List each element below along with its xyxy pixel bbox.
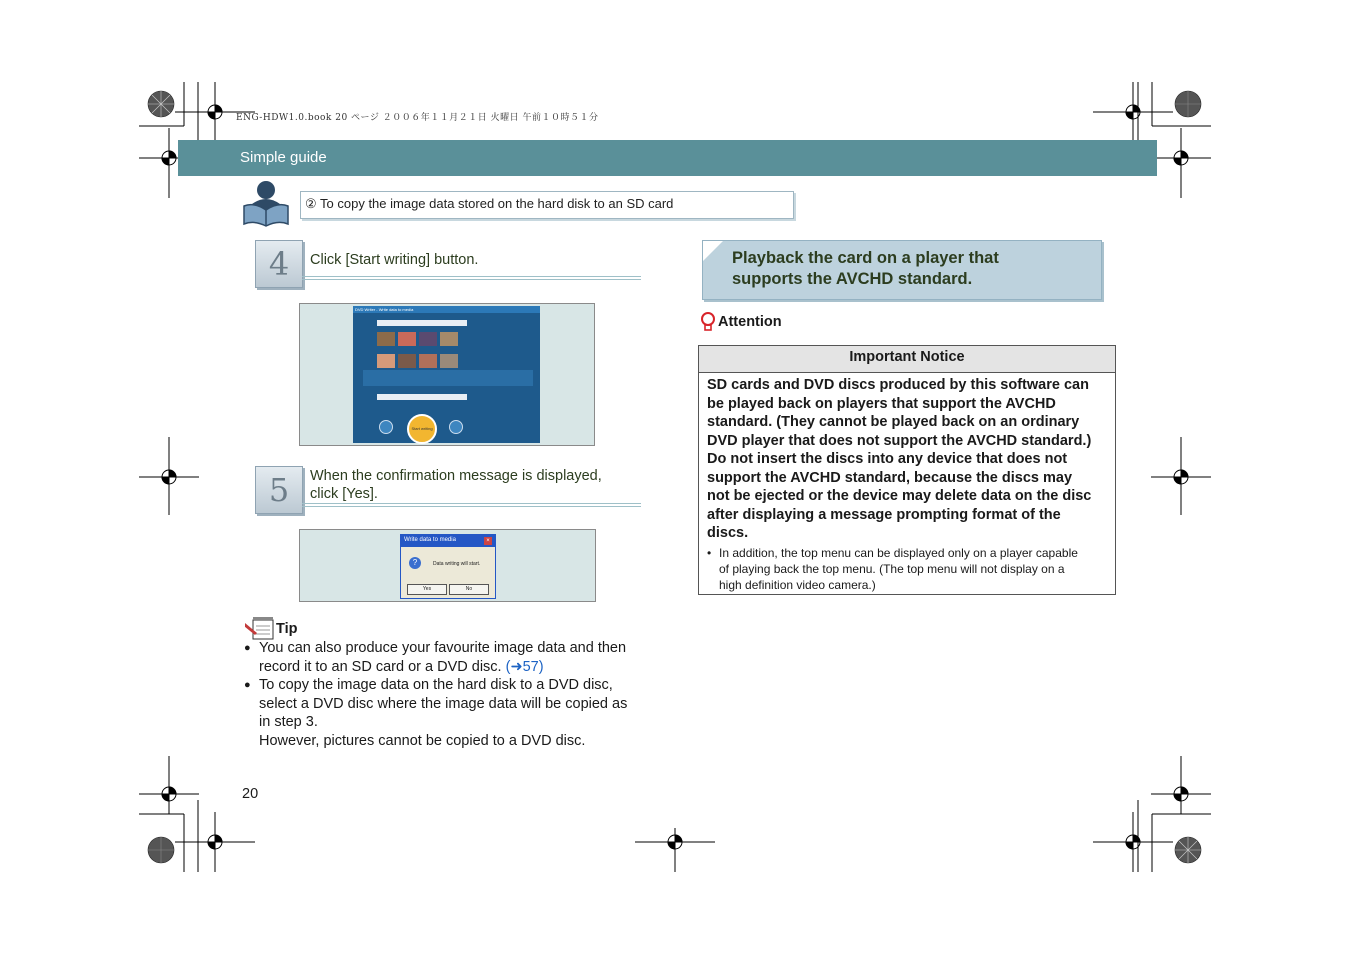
print-header: ENG-HDW1.0.book 20 ページ ２００６年１１月２１日 火曜日 午前１０時５１分: [236, 113, 599, 123]
tip-title: Tip: [276, 621, 298, 637]
lightbulb-icon: [700, 312, 716, 332]
step-5-number: 5: [255, 466, 303, 514]
confirm-titlebar: [401, 535, 495, 547]
tip-item-1-line1: ● You can also produce your favourite image data and then: [259, 640, 627, 656]
tip-item-1-line2-wrap: [259, 658, 654, 677]
info-strip: [363, 370, 533, 386]
notice-line: Do not insert the discs into any device that does not: [707, 451, 1068, 467]
confirm-window: [400, 534, 496, 599]
guide-label: ② To copy the image data stored on the hard disk to an SD card: [305, 196, 674, 211]
destination-select: [377, 394, 467, 400]
settings-icon: [449, 420, 463, 434]
tip-list: [244, 639, 654, 750]
notice-line: DVD player that does not support the AVCHD standard.): [707, 432, 1092, 449]
step-5-line1: When the confirmation message is displayed,: [310, 468, 602, 484]
notice-line: discs.: [707, 525, 749, 541]
notice-line: not be ejected or the device may delete data on the disc: [707, 488, 1092, 504]
notice-bullet-line: • In addition, the top menu can be displayed only on a player capable: [719, 545, 1078, 560]
start-writing-button[interactable]: Start writing: [407, 414, 437, 444]
notice-title: Important Notice: [699, 346, 1115, 373]
step-5-rule: [302, 503, 641, 507]
yes-button[interactable]: Yes: [407, 584, 447, 595]
step-5-text: [310, 467, 640, 503]
screenshot-confirm-dialog: [299, 529, 596, 602]
tip-item-2-line1: ● To copy the image data on the hard disk to a DVD disc,: [259, 677, 613, 693]
step-5-line2: click [Yes].: [310, 486, 378, 502]
tip-item-2-line4: However, pictures cannot be copied to a DVD disc.: [259, 732, 586, 749]
section-banner: [178, 140, 1157, 176]
reader-icon: [242, 180, 290, 228]
notice-body: [699, 373, 1115, 543]
page-57-link[interactable]: (➜57): [505, 658, 544, 675]
attention-title: Attention: [718, 314, 782, 330]
notice-line: be played back on players that support the AVCHD: [707, 395, 1056, 412]
playback-heading-line2: supports the AVCHD standard.: [732, 270, 973, 288]
question-icon: ?: [409, 557, 421, 569]
notice-line: standard. (They cannot be played back on an ordinary: [707, 414, 1080, 430]
tip-item-1: [244, 639, 654, 676]
notice-line: after displaying a message prompting format of the: [707, 506, 1061, 523]
playback-heading-box: [702, 240, 1102, 300]
close-icon[interactable]: ×: [484, 537, 492, 545]
important-notice-box: [698, 345, 1116, 595]
app-window: [353, 306, 540, 443]
page-number: 20: [242, 786, 259, 802]
confirm-message: Data writing will start.: [433, 561, 481, 567]
notice-bullet-line: high definition video camera.): [719, 577, 876, 592]
step-4-text: Click [Start writing] button.: [310, 252, 479, 268]
media-select: [377, 320, 467, 326]
tip-item-2-line2: select a DVD disc where the image data will be copied as: [259, 695, 628, 712]
tip-notepad-icon: [245, 617, 275, 641]
no-button[interactable]: No: [449, 584, 489, 595]
playback-heading: [732, 248, 999, 290]
step-4-rule: [302, 276, 641, 280]
notice-line: support the AVCHD standard, because the discs may: [707, 469, 1073, 486]
app-title: DVD Writer - Write data to media: [353, 306, 540, 313]
thumbnail-grid: [377, 332, 467, 372]
notice-line: SD cards and DVD discs produced by this software can: [707, 377, 1089, 393]
playback-heading-line1: Playback the card on a player that: [732, 249, 999, 267]
notice-bullet: [699, 543, 1115, 593]
step-4-number: 4: [255, 240, 303, 288]
notice-bullet-line: of playing back the top menu. (The top menu will not display on a: [719, 561, 1065, 576]
tip-item-1-line2: record it to an SD card or a DVD disc.: [259, 658, 502, 675]
tip-item-2: [244, 676, 654, 750]
playback-corner: [702, 240, 724, 262]
banner-title: Simple guide: [240, 149, 327, 166]
guide-label-box: [300, 191, 794, 219]
confirm-title: Write data to media: [404, 537, 456, 543]
screenshot-write-dialog: [299, 303, 595, 446]
back-icon: [379, 420, 393, 434]
tip-item-2-line3: in step 3.: [259, 714, 318, 730]
